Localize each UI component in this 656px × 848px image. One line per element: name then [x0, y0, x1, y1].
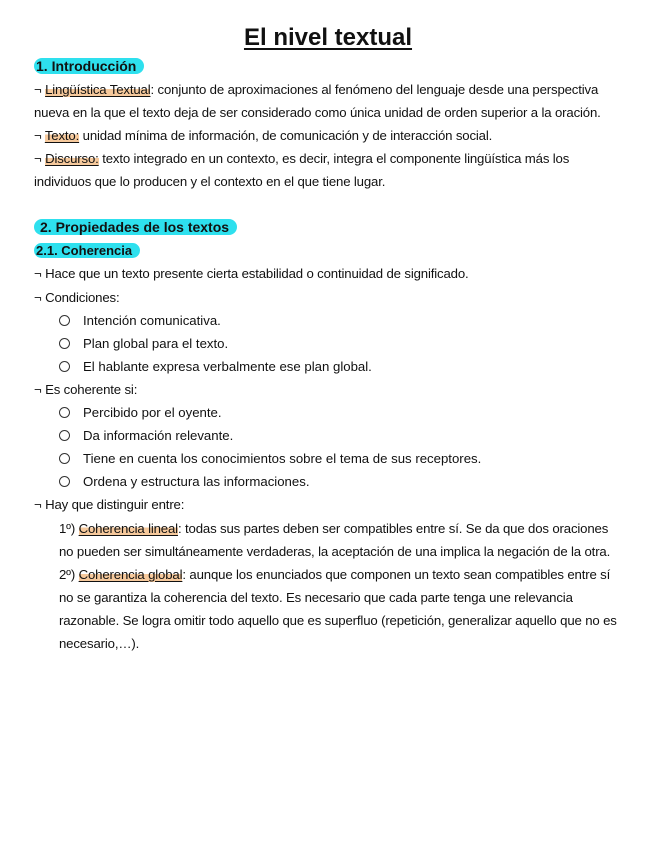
paragraph-coherencia-lineal [34, 517, 622, 563]
circle-bullet-icon [59, 361, 70, 372]
list-item-text: El hablante expresa verbalmente ese plan global. [83, 358, 372, 374]
list-item [34, 447, 622, 470]
condiciones-label: ¬ Condiciones: [34, 289, 120, 305]
list-item [34, 424, 622, 447]
circle-bullet-icon [59, 430, 70, 441]
coherente-label: ¬ Es coherente si: [34, 381, 138, 397]
paragraph-coherencia-global [34, 563, 622, 655]
term-texto: Texto: [44, 128, 80, 144]
paragraph-discurso [34, 147, 622, 193]
definition-text: : aunque los enunciados que componen un texto sean compatibles entre sí no se garantiza la coherencia del texto. Es necesario que cada parte tenga une relevancia razonable. Se logra omitir todo aquello que es superfluo (repetición, generalizar aquello que no es necesario,…). [59, 566, 617, 651]
bullet-mark: ¬ [34, 128, 45, 144]
list-item [34, 401, 622, 424]
list-item-text: Ordena y estructura las informaciones. [83, 474, 310, 490]
bullet-mark: ¬ [34, 82, 46, 97]
paragraph-texto [34, 124, 622, 147]
ordinal-number: 1º) [59, 520, 79, 536]
circle-bullet-icon [59, 453, 70, 464]
list-item [34, 309, 622, 332]
section-heading-propiedades-text: 2. Propiedades de los textos [34, 219, 237, 235]
list-item [34, 355, 622, 378]
term-coherencia-global: Coherencia global [78, 566, 183, 582]
section-heading-intro-text: 1. Introducción [34, 58, 144, 74]
page-title: El nivel textual [243, 24, 413, 51]
term-linguistica: Lingüística Textual [45, 82, 151, 97]
definition-text: unidad mínima de información, de comunicación y de interacción social. [79, 128, 493, 144]
definition-text: : todas sus partes deben ser compatibles entre sí. Se da que dos oraciones no pueden ser simultáneamente verdaderas, la aceptación de una implica la negación de la otra. [59, 520, 611, 559]
subsection-heading-coherencia-text: 2.1. Coherencia [34, 243, 140, 258]
circle-bullet-icon [59, 315, 70, 326]
list-item-text: Plan global para el texto. [83, 335, 229, 351]
term-discurso: Discurso: [45, 151, 99, 167]
ordinal-number: 2º) [59, 566, 79, 582]
subsection-heading-coherencia [34, 239, 622, 262]
definition-text: : conjunto de aproximaciones al fenómeno del lenguaje desde una perspectiva nueva en la que el texto deja de ser considerado como única unidad de orden superior a la oración. [34, 82, 601, 121]
list-item-text: Percibido por el oyente. [83, 405, 222, 421]
bullet-mark: ¬ [34, 151, 46, 167]
section-heading-intro [34, 55, 622, 78]
distinguir-label: ¬ Hay que distinguir entre: [34, 497, 185, 513]
paragraph-linguistica [34, 78, 622, 124]
circle-bullet-icon [59, 338, 70, 349]
circle-bullet-icon [59, 407, 70, 418]
list-item [34, 332, 622, 355]
condiciones-list [34, 309, 622, 378]
list-item-text: Da información relevante. [83, 428, 234, 444]
definition-text: texto integrado en un contexto, es decir, integra el componente lingüística más los individuos que lo producen y el contexto en el que tiene lugar. [34, 151, 570, 190]
list-item-text: Intención comunicativa. [83, 312, 221, 328]
list-item-text: Tiene en cuenta los conocimientos sobre el tema de sus receptores. [83, 451, 482, 467]
section-heading-propiedades [34, 216, 622, 239]
list-item [34, 470, 622, 493]
coherencia-description: ¬ Hace que un texto presente cierta estabilidad o continuidad de significado. [34, 266, 469, 282]
coherente-list [34, 401, 622, 493]
term-coherencia-lineal: Coherencia lineal [78, 520, 178, 536]
circle-bullet-icon [59, 476, 70, 487]
